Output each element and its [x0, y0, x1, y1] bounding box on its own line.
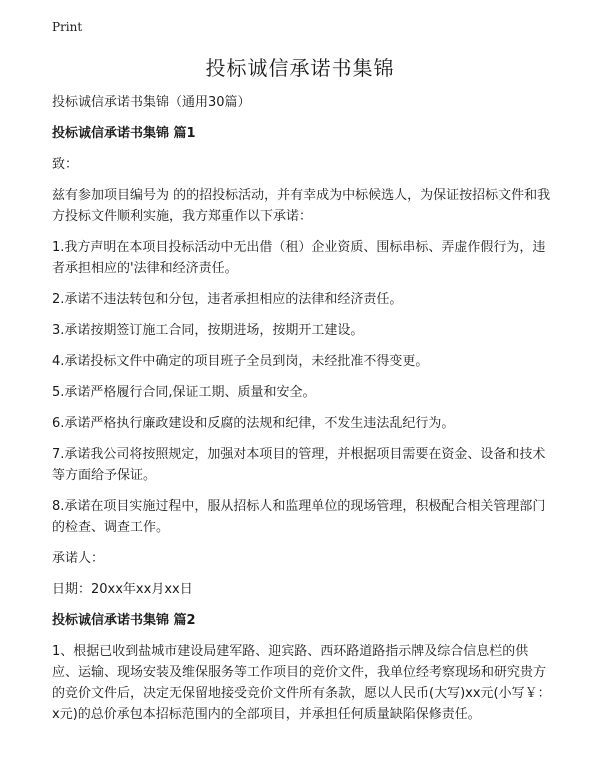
- section-heading-1: 投标诚信承诺书集锦 篇1: [52, 126, 196, 141]
- list-item: 4.承诺投标文件中确定的项目班子全员到岗，未经批准不得变更。: [52, 354, 429, 369]
- document-subtitle: 投标诚信承诺书集锦（通用30篇）: [52, 95, 251, 110]
- list-item: 2.承诺不违法转包和分包，违者承担相应的法律和经济责任。: [52, 292, 403, 307]
- intro-paragraph: 兹有参加项目编号为 的的招投标活动，并有幸成为中标候选人，为保证按招标文件和我方投标文件顺利实施，我方郑重作以下承诺：: [52, 188, 551, 224]
- section2-paragraph: 1、根据已收到盐城市建设局建军路、迎宾路、西环路道路指示牌及综合信息栏的供应、运输、现场安装及维保服务等工作项目的竞价文件，我单位经考察现场和研究贵方的竞价文件后，决定无保留地接受竞价文件所有条款，愿以人民币(大写)xx元(小写￥：x元)的总价承包本招标范围内的全部项目，并承担任何质量缺陷保修责任。: [52, 644, 551, 722]
- promisor-label: 承诺人：: [52, 551, 105, 566]
- salutation: 致：: [52, 157, 79, 172]
- section-heading-2: 投标诚信承诺书集锦 篇2: [52, 613, 196, 628]
- list-item: 8.承诺在项目实施过程中，服从招标人和监理单位的现场管理，积极配合相关管理部门的检查、调查工作。: [52, 499, 546, 535]
- list-item: 1.我方声明在本项目投标活动中无出借（租）企业资质、围标串标、弄虚作假行为，违者承担相应的'法律和经济责任。: [52, 240, 546, 276]
- list-item: 3.承诺按期签订施工合同，按期进场，按期开工建设。: [52, 323, 364, 338]
- page-title: 投标诚信承诺书集锦: [205, 56, 395, 80]
- list-item: 6.承诺严格执行廉政建设和反腐的法规和纪律，不发生违法乱纪行为。: [52, 416, 455, 431]
- list-item: 5.承诺严格履行合同,保证工期、质量和安全。: [52, 385, 316, 400]
- print-link[interactable]: Print: [52, 20, 83, 34]
- date-line: 日期：20xx年xx月xx日: [52, 582, 193, 597]
- document-body: [52, 92, 552, 735]
- list-item: 7.承诺我公司将按照规定，加强对本项目的管理，并根据项目需要在资金、设备和技术等方面给予保证。: [52, 447, 546, 483]
